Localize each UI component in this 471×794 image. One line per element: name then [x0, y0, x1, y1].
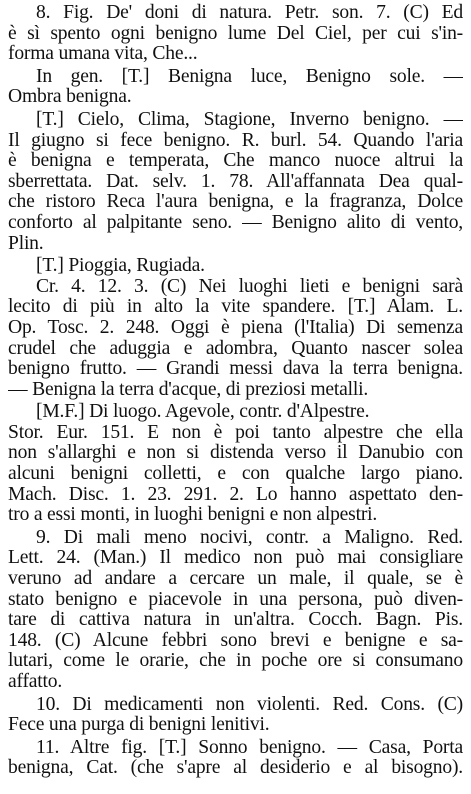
text-line: In gen. [T.] Benigna luce, Benigno sole. — — [36, 66, 463, 87]
text-line: Plin. — [8, 233, 44, 254]
text-line: forma umana vita, Che... — [8, 44, 198, 65]
text-line: è benigna e temperata, Che manco nuoce altrui la — [8, 151, 463, 172]
text-line: tro a essi monti, in luoghi benigni e non alpestri. — [8, 505, 378, 526]
text-line: [M.F.] Di luogo. Agevole, contr. d'Alpestre. — [36, 402, 370, 423]
text-line: conforto al palpitante seno. — Benigno alito di vento, — [8, 212, 463, 233]
text-line: Il giugno si fece benigno. R. burl. 54. Quando l'aria — [8, 130, 463, 151]
text-line: benigna, Cat. (che s'apre al desiderio e al bisogno). — [8, 758, 463, 779]
text-line: [T.] Cielo, Clima, Stagione, Inverno benigno. — — [36, 109, 463, 130]
text-line: Op. Tosc. 2. 248. Oggi è piena (l'Italia) Di semenza — [8, 317, 463, 338]
text-line: Mach. Disc. 1. 23. 291. 2. Lo hanno aspettato den- — [8, 484, 463, 505]
text-line: Ombra benigna. — [8, 87, 132, 108]
text-line: non s'allarghi e non si distenda verso il Danubio con — [8, 443, 463, 464]
text-line: lutari, come le orarie, che in poche ore si consumano — [8, 651, 463, 672]
text-line: tare di cattiva natura in un'altra. Cocch. Bagn. Pis. — [8, 610, 463, 631]
text-line: Fece una purga di benigni lenitivi. — [8, 715, 270, 736]
text-line: veruno ad andare a cercare un male, il quale, se è — [8, 569, 463, 590]
text-line: — Benigna la terra d'acque, di preziosi metalli. — [8, 379, 369, 400]
text-line: 148. (C) Alcune febbri sono brevi e benigne e sa- — [8, 630, 463, 651]
text-line: Lett. 24. (Man.) Il medico non può mai consigliare — [8, 548, 463, 569]
text-line: 10. Di medicamenti non violenti. Red. Cons. (C) — [36, 694, 463, 715]
text-line: benigno frutto. — Grandi messi dava la terra benigna. — [8, 359, 463, 380]
text-line: Cr. 4. 12. 3. (C) Nei luoghi lieti e benigni sarà — [36, 276, 463, 297]
text-line: 11. Altre fig. [T.] Sonno benigno. — Casa, Porta — [36, 737, 463, 758]
text-line: 9. Di mali meno nocivi, contr. a Maligno. Red. — [36, 527, 463, 548]
text-line: che ristoro Reca l'aura benigna, e la fragranza, Dolce — [8, 192, 463, 213]
text-line: sberrettata. Dat. selv. 1. 78. All'affannata Dea qual- — [8, 171, 463, 192]
text-line: [T.] Pioggia, Rugiada. — [36, 256, 205, 277]
text-line: lecito di più in alto la vite spandere. [T.] Alam. L. — [8, 297, 463, 318]
text-line: 8. Fig. De' doni di natura. Petr. son. 7. (C) Ed — [36, 3, 463, 23]
text-line: stato benigno e piacevole in una persona, può diven- — [8, 589, 463, 610]
text-line: affatto. — [8, 672, 63, 692]
text-line: Stor. Eur. 151. E non è poi tanto alpestre che ella — [8, 422, 463, 443]
text-line: crudel che aduggia e adombra, Quanto nascer solea — [8, 338, 463, 359]
text-line: è sì spento ogni benigno lume Del Ciel, per cui s'in- — [8, 23, 463, 44]
text-line: alcuni benigni colletti, e con qualche largo piano. — [8, 464, 463, 485]
